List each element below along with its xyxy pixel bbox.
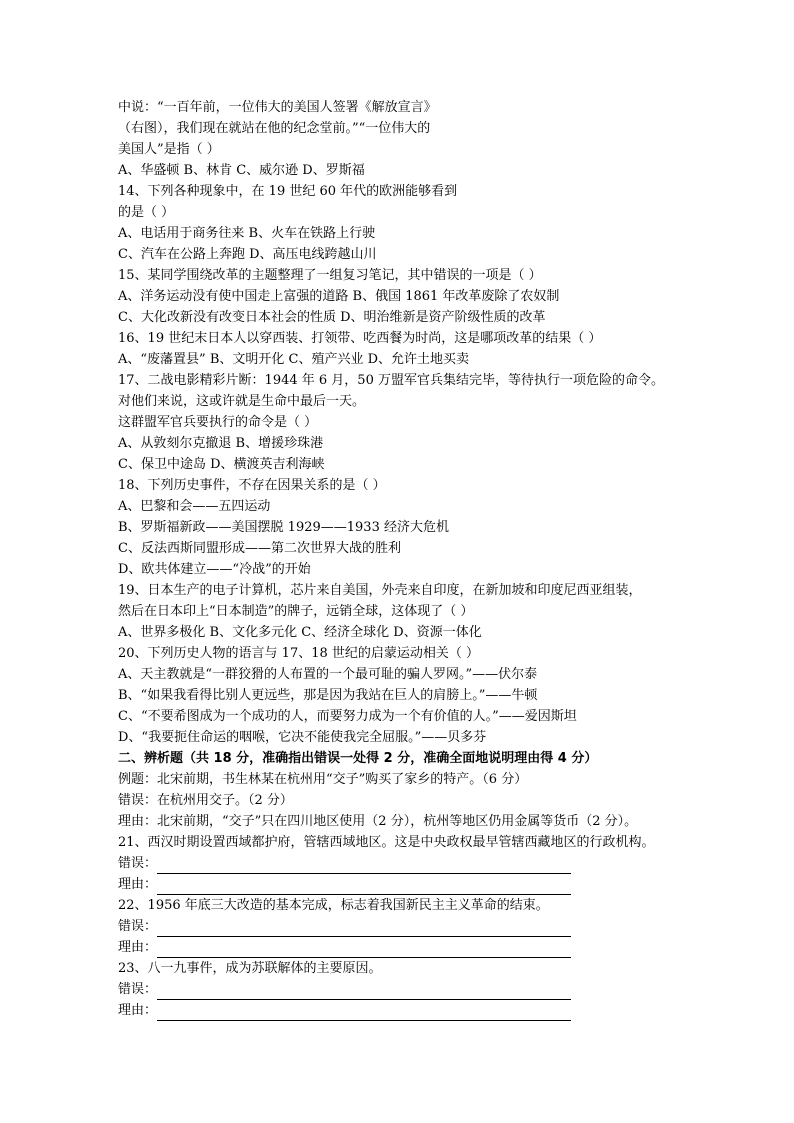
- text-line: 美国人”是指（ ）: [118, 142, 220, 157]
- reason-answer-field[interactable]: [118, 1000, 698, 1021]
- error-answer-field[interactable]: [118, 916, 698, 937]
- answer-options: A、从敦刻尔克撤退 B、增援珍珠港: [118, 436, 324, 451]
- answer-options: A、世界多极化 B、文化多元化 C、经济全球化 D、资源一体化: [118, 625, 482, 640]
- example-error: 错误：在杭州用交子。（2 分）: [118, 793, 293, 808]
- section-title: 二、辨析题（共 18 分，准确指出错误一处得 2 分，准确全面地说明理由得 4 分）: [118, 751, 598, 766]
- answer-option: D、“我要扼住命运的咽喉，它决不能使我完全屈服。”——贝多芬: [118, 730, 487, 745]
- text-line: 对他们来说，这或许就是生命中最后一天。: [118, 394, 366, 409]
- answer-blank[interactable]: [157, 984, 571, 1000]
- text-line: （右图），我们现在就站在他的纪念堂前。”“一位伟大的: [118, 121, 431, 136]
- text-line: 然后在日本印上“日本制造”的牌子，远销全球，这体现了（ ）: [118, 604, 474, 619]
- answer-blank[interactable]: [157, 879, 571, 895]
- question-text: 22、1956 年底三大改造的基本完成，标志着我国新民主主义革命的结束。: [118, 898, 549, 913]
- reason-label: 理由：: [118, 1003, 158, 1018]
- question-23: [118, 958, 698, 1021]
- answer-options: A、华盛顿 B、林肯 C、威尔逊 D、罗斯福: [118, 163, 365, 178]
- answer-blank[interactable]: [157, 942, 571, 958]
- example-question: 例题：北宋前期，书生林某在杭州用“交子”购买了家乡的特产。（6 分）: [118, 772, 528, 787]
- answer-options: C、大化改新没有改变日本社会的性质 D、明治维新是资产阶级性质的改革: [118, 310, 546, 325]
- answer-options: A、电话用于商务往来 B、火车在铁路上行驶: [118, 226, 376, 241]
- question-22: [118, 895, 698, 958]
- example-block: [118, 769, 698, 832]
- question-14: 14、下列各种现象中，在 19 世纪 60 年代的欧洲能够看到: [118, 184, 458, 199]
- answer-blank[interactable]: [157, 858, 571, 874]
- error-answer-field[interactable]: [118, 979, 698, 1000]
- reason-label: 理由：: [118, 940, 158, 955]
- question-20: 20、下列历史人物的语言与 17、18 世纪的启蒙运动相关（ ）: [118, 646, 480, 661]
- error-label: 错误：: [118, 919, 158, 934]
- question-text: 23、八一九事件，成为苏联解体的主要原因。: [118, 961, 382, 976]
- answer-option: A、巴黎和会——五四运动: [118, 499, 271, 514]
- answer-option: A、天主教就是“一群狡猾的人布置的一个最可耻的骗人罗网。”——伏尔泰: [118, 667, 538, 682]
- question-17: 17、二战电影精彩片断：1944 年 6 月，50 万盟军官兵集结完毕，等待执行一项危险的命令。: [118, 373, 664, 388]
- example-reason: 理由：北宋前期，“交子”只在四川地区使用（2 分），杭州等地区仍用金属等货币（2 分）。: [118, 814, 638, 829]
- question-18: 18、下列历史事件，不存在因果关系的是（ ）: [118, 478, 386, 493]
- question-15: 15、某同学围绕改革的主题整理了一组复习笔记，其中错误的一项是（ ）: [118, 268, 542, 283]
- answer-blank[interactable]: [157, 1005, 571, 1021]
- reason-answer-field[interactable]: [118, 937, 698, 958]
- answer-options: A、“废藩置县” B、文明开化 C、殖产兴业 D、允许土地买卖: [118, 352, 470, 367]
- text-line: 这群盟军官兵要执行的命令是（ ）: [118, 415, 318, 430]
- answer-options: C、汽车在公路上奔跑 D、高压电线跨越山川: [118, 247, 377, 262]
- exam-page: [118, 97, 698, 1021]
- answer-option: B、“如果我看得比别人更远些，那是因为我站在巨人的肩膀上。”——牛顿: [118, 688, 538, 703]
- question-19: 19、日本生产的电子计算机，芯片来自美国，外壳来自印度，在新加坡和印度尼西亚组装，: [118, 583, 642, 598]
- error-label: 错误：: [118, 856, 158, 871]
- reason-answer-field[interactable]: [118, 874, 698, 895]
- answer-blank[interactable]: [157, 921, 571, 937]
- text-line: 中说：“一百年前，一位伟大的美国人签署《解放宣言》: [118, 100, 437, 115]
- answer-options: C、保卫中途岛 D、横渡英吉利海峡: [118, 457, 325, 472]
- questions-13-20: [118, 97, 698, 748]
- question-21: [118, 832, 698, 895]
- answer-option: C、“不要希图成为一个成功的人，而要努力成为一个有价值的人。”——爱因斯坦: [118, 709, 577, 724]
- text-line: 的是（ ）: [118, 205, 175, 220]
- answer-option: D、欧共体建立——“冷战”的开始: [118, 562, 311, 577]
- reason-label: 理由：: [118, 877, 158, 892]
- question-text: 21、西汉时期设置西域都护府，管辖西域地区。这是中央政权最早管辖西藏地区的行政机构。: [118, 835, 655, 850]
- error-label: 错误：: [118, 982, 158, 997]
- answer-option: C、反法西斯同盟形成——第二次世界大战的胜利: [118, 541, 401, 556]
- answer-option: B、罗斯福新政——美国摆脱 1929——1933 经济大危机: [118, 520, 449, 535]
- answer-options: A、洋务运动没有使中国走上富强的道路 B、俄国 1861 年改革废除了农奴制: [118, 289, 560, 304]
- error-answer-field[interactable]: [118, 853, 698, 874]
- question-16: 16、19 世纪末日本人以穿西装、打领带、吃西餐为时尚，这是哪项改革的结果（ ）: [118, 331, 602, 346]
